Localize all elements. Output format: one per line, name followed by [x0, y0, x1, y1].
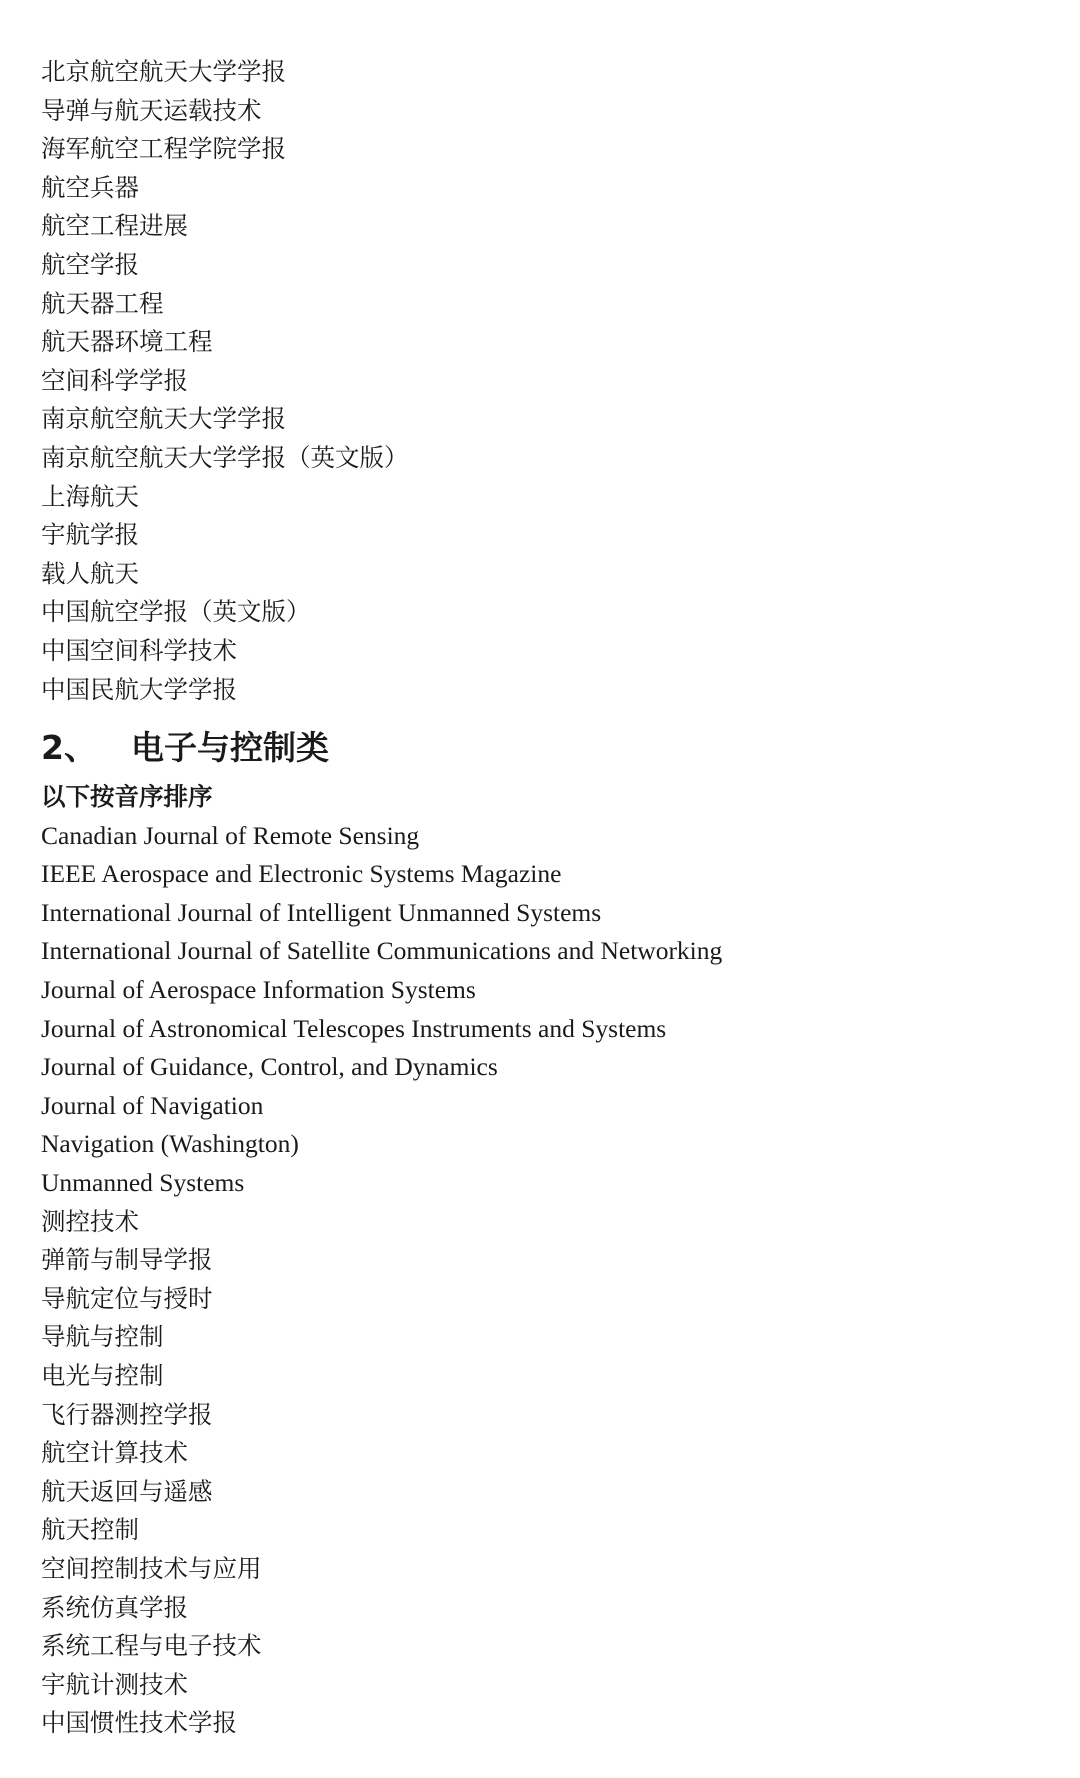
journal-item: 航空兵器 — [41, 172, 139, 202]
journal-item-chinese: 空间控制技术与应用 — [41, 1553, 262, 1583]
journal-item: 宇航学报 — [41, 520, 139, 550]
journal-list-section-2 — [41, 817, 1080, 1743]
journal-item-english: International Journal of Satellite Communications and Networking — [41, 936, 723, 966]
journal-item-english: Journal of Astronomical Telescopes Instruments and Systems — [41, 1013, 667, 1043]
journal-item: 上海航天 — [41, 481, 139, 511]
journal-item-chinese: 导航与控制 — [41, 1322, 164, 1352]
journal-item-english: IEEE Aerospace and Electronic Systems Magazine — [41, 859, 562, 889]
journal-item-english: Journal of Navigation — [41, 1090, 264, 1120]
journal-item-chinese: 测控技术 — [41, 1206, 139, 1236]
journal-item-chinese: 宇航计测技术 — [41, 1669, 188, 1699]
journal-item: 南京航空航天大学学报 — [41, 404, 286, 434]
journal-item: 中国空间科学技术 — [41, 635, 237, 665]
journal-item-chinese: 航天返回与遥感 — [41, 1476, 213, 1506]
journal-item-chinese: 弹箭与制导学报 — [41, 1245, 213, 1275]
journal-item-english: International Journal of Intelligent Unmanned Systems — [41, 897, 602, 927]
journal-item-english: Navigation (Washington) — [41, 1129, 299, 1159]
journal-item: 航空工程进展 — [41, 211, 188, 241]
journal-item-chinese: 航空计算技术 — [41, 1438, 188, 1468]
section-number: 2、 — [41, 728, 97, 768]
journal-item-chinese: 电光与控制 — [41, 1361, 164, 1390]
journal-item-english: Journal of Guidance, Control, and Dynamics — [41, 1052, 498, 1082]
journal-item-chinese: 导航定位与授时 — [41, 1283, 213, 1313]
journal-item: 航空学报 — [41, 249, 139, 279]
journal-item-chinese: 系统工程与电子技术 — [41, 1631, 262, 1661]
sort-order-note: 以下按音序排序 — [41, 782, 213, 812]
journal-item: 中国民航大学学报 — [41, 674, 237, 704]
section-title: 电子与控制类 — [131, 728, 329, 768]
section-heading — [41, 722, 1080, 774]
journal-item: 中国航空学报（英文版） — [41, 597, 311, 627]
journal-item-chinese: 中国惯性技术学报 — [41, 1708, 237, 1738]
journal-item: 南京航空航天大学学报（英文版） — [41, 442, 409, 472]
journal-item-english: Journal of Aerospace Information Systems — [41, 975, 476, 1005]
journal-item: 航天器环境工程 — [41, 327, 213, 357]
journal-item-chinese: 飞行器测控学报 — [41, 1399, 213, 1429]
journal-item-chinese: 航天控制 — [41, 1515, 139, 1545]
journal-item: 载人航天 — [41, 558, 139, 588]
journal-item: 空间科学学报 — [41, 365, 188, 395]
journal-list-section-1 — [41, 53, 1080, 709]
journal-item: 导弹与航天运载技术 — [41, 95, 262, 125]
journal-item: 北京航空航天大学学报 — [41, 57, 286, 86]
journal-item: 海军航空工程学院学报 — [41, 134, 286, 164]
journal-item-english: Unmanned Systems — [41, 1168, 245, 1198]
journal-item-chinese: 系统仿真学报 — [41, 1592, 188, 1622]
journal-item: 航天器工程 — [41, 288, 164, 318]
journal-item-english: Canadian Journal of Remote Sensing — [41, 820, 420, 850]
